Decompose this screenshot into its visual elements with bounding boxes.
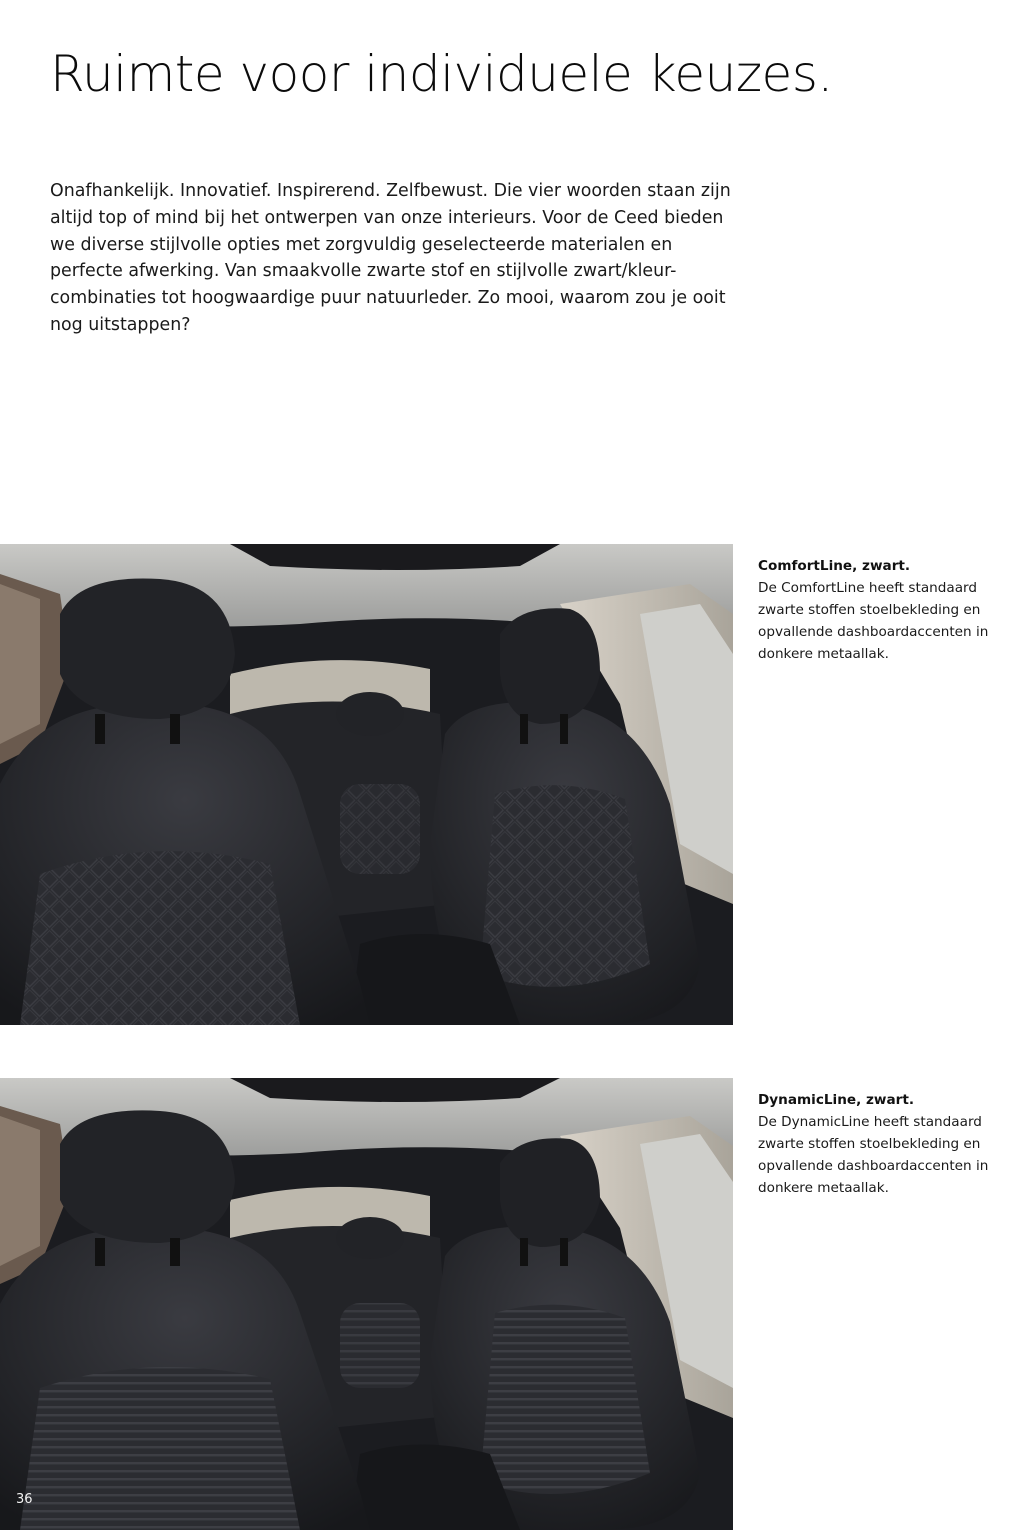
- comfortline-interior-photo: [0, 544, 733, 1025]
- intro-paragraph: Onafhankelijk. Innovatief. Inspirerend. Zelfbewust. Die vier woorden staan zijn altijd top of mind bij het ontwerpen van onze interieurs. Voor de Ceed bieden we diverse stijlvolle opties met zorgvuldig geselecteerde materialen en perfecte afwerking. Van smaakvolle zwarte stof en stijlvolle zwart/kleur-combinaties tot hoogwaardige puur natuurleder. Zo mooi, waarom zou je ooit nog uitstappen?: [50, 181, 731, 335]
- page-number: 36: [16, 1492, 33, 1507]
- comfortline-caption: [758, 555, 998, 665]
- comfortline-caption-title: ComfortLine, zwart.: [758, 558, 911, 574]
- dynamicline-interior-photo: [0, 1078, 733, 1530]
- dynamicline-caption-text: De DynamicLine heeft standaard zwarte stoffen stoelbekleding en opvallende dashboardaccenten in donkere metaallak.: [758, 1114, 989, 1196]
- dynamicline-caption: [758, 1089, 998, 1199]
- comfortline-caption-text: De ComfortLine heeft standaard zwarte stoffen stoelbekleding en opvallende dashboardaccenten in donkere metaallak.: [758, 580, 989, 662]
- page-title: Ruimte voor individuele keuzes.: [50, 45, 833, 103]
- dynamicline-caption-title: DynamicLine, zwart.: [758, 1092, 915, 1108]
